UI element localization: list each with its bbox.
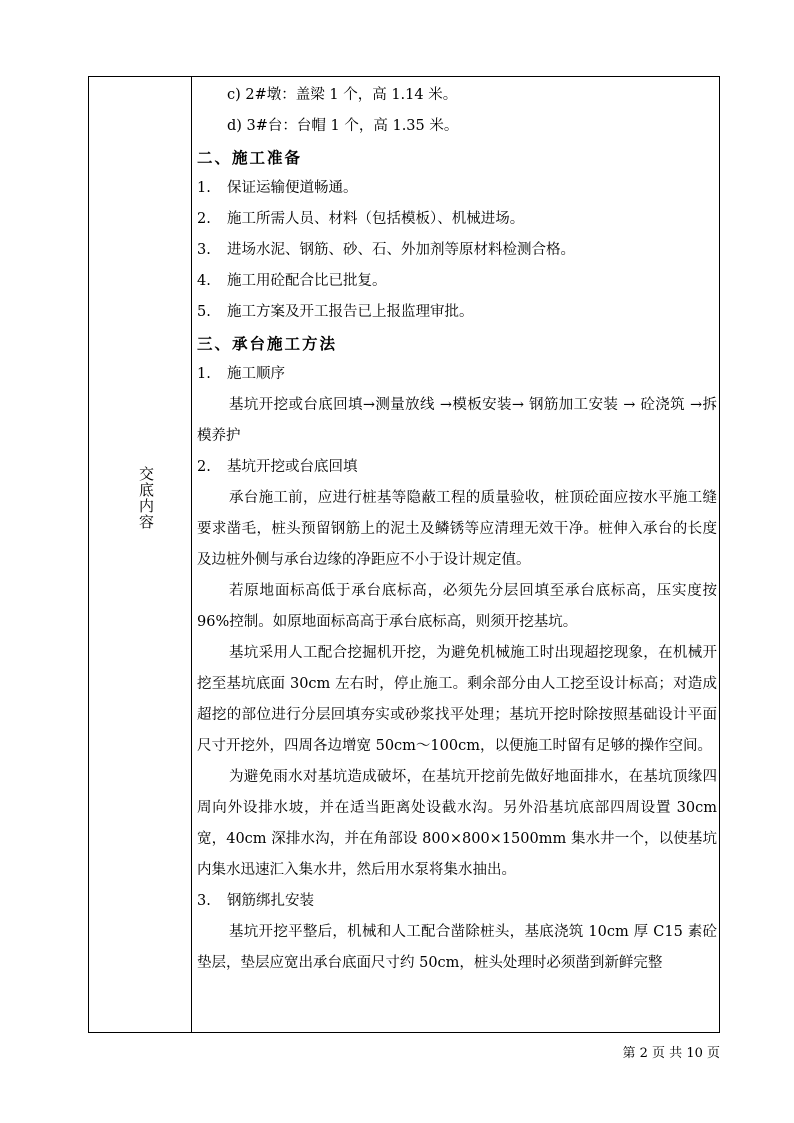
column-divider	[191, 76, 192, 1033]
section-heading-prep: 二、施工准备	[197, 148, 303, 167]
prep-item: 4. 施工用砼配合比已批复。	[197, 273, 387, 289]
subsection-title: 2. 基坑开挖或台底回填	[197, 459, 358, 475]
paragraph: 承台施工前，应进行桩基等隐蔽工程的质量验收，桩顶砼面应按水平施工缝要求凿毛，桩头预留钢筋上的泥土及鳞锈等应清理无效干净。桩伸入承台的长度及边桩外侧与承台边缘的净距应不小于设计规定值。	[197, 490, 717, 568]
line-d: d) 3#台：台帽 1 个，高 1.35 米。	[227, 118, 459, 134]
paragraph: 为避免雨水对基坑造成破坏，在基坑开挖前先做好地面排水，在基坑顶缘四周向外设排水坡，并在适当距离处设截水沟。另外沿基坑底部四周设置 30cm 宽，40cm 深排水沟，并在角部设 800×800×1500mm 集水井一个，以使基坑内集水迅速汇入集水井，然后用水泵将集水抽出。	[197, 769, 717, 878]
paragraph: 基坑开挖平整后，机械和人工配合凿除桩头，基底浇筑 10cm 厚 C15 素砼垫层，垫层应宽出承台底面尺寸约 50cm，桩头处理时必须凿到新鲜完整	[197, 924, 717, 971]
paragraph: 基坑开挖或台底回填→测量放线 →模板安装→ 钢筋加工安装 → 砼浇筑 →拆模养护	[197, 397, 717, 444]
prep-item: 5. 施工方案及开工报告已上报监理审批。	[197, 304, 474, 320]
prep-item: 2. 施工所需人员、材料（包括模板）、机械进场。	[197, 211, 525, 227]
paragraph: 基坑采用人工配合挖掘机开挖，为避免机械施工时出现超挖现象，在机械开挖至基坑底面 30cm 左右时，停止施工。剩余部分由人工挖至设计标高；对造成超挖的部位进行分层回填夯实或砂浆找平处理；基坑开挖时除按照基础设计平面尺寸开挖外，四周各边增宽 50cm～100cm，以便施工时留有足够的操作空间。	[197, 645, 717, 754]
subsection-title: 1. 施工顺序	[197, 366, 285, 382]
section-heading-method: 三、承台施工方法	[197, 334, 338, 353]
line-c: c) 2#墩：盖梁 1 个，高 1.14 米。	[227, 87, 458, 103]
side-label: 交底内容	[137, 466, 155, 530]
prep-item: 3. 进场水泥、钢筋、砂、石、外加剂等原材料检测合格。	[197, 242, 575, 258]
subsection-title: 3. 钢筋绑扎安装	[197, 893, 314, 909]
content-cell	[197, 80, 717, 979]
paragraph: 若原地面标高低于承台底标高，必须先分层回填至承台底标高，压实度按 96%控制。如原地面标高高于承台底标高，则须开挖基坑。	[197, 583, 717, 630]
prep-item: 1. 保证运输便道畅通。	[197, 180, 358, 196]
page-footer: 第 2 页 共 10 页	[622, 1046, 720, 1061]
